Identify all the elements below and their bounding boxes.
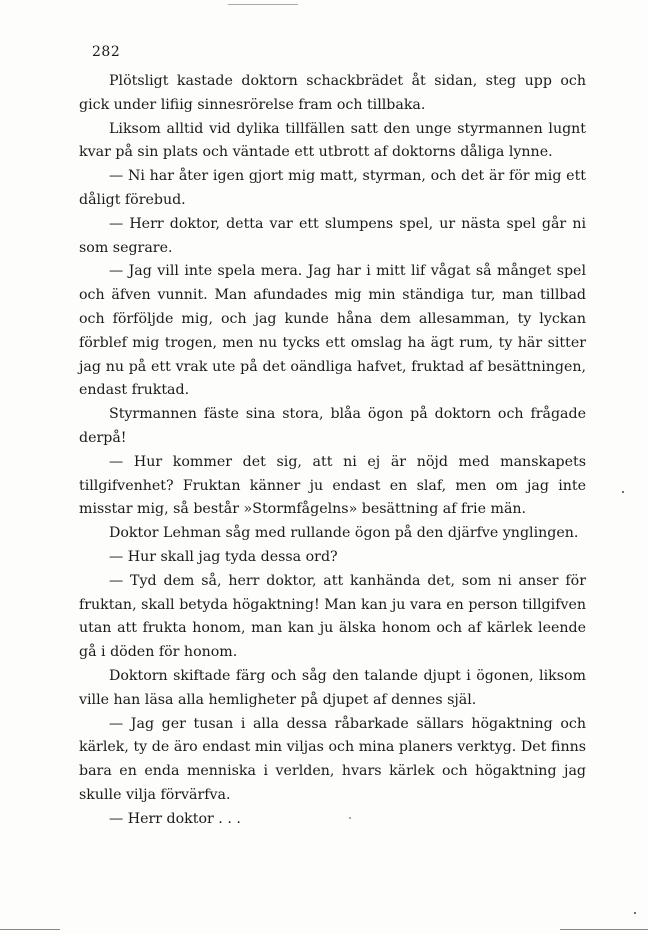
paragraph: — Herr doktor . . . bbox=[109, 810, 241, 827]
paragraph: — Ni har åter igen gjort mig matt, styrman, och det är för mig ett dåligt förebud. bbox=[79, 168, 586, 208]
page-number: 282 bbox=[92, 44, 121, 60]
paragraph: Doktor Lehman såg med rullande ögon på den djärfve ynglingen. bbox=[109, 525, 579, 542]
paragraph: Doktorn skiftade färg och såg den talande djupt i ögonen, liksom ville han läsa alla hemligheter på djupet af dennes själ. bbox=[79, 667, 586, 708]
body-text bbox=[79, 70, 586, 832]
scan-line-top bbox=[228, 4, 298, 5]
paragraph: Styrmannen fäste sina stora, blåa ögon på doktorn och frågade derpå! bbox=[79, 406, 586, 446]
scan-line-bottom-left bbox=[0, 929, 60, 930]
paragraph: — Hur skall jag tyda dessa ord? bbox=[109, 548, 338, 565]
paragraph: — Jag vill inte spela mera. Jag har i mitt lif vågat så månget spel och äfven vunnit. Man afundades mig min ständiga tur, man tillbad och förföljde mig, och jag kunde håna dem allesamman, ty lyckan förblef mig trogen, men nu tycks ett omslag ha ägt rum, ty här sitter jag nu på ett vrak ute på det oändliga hafvet, fruktad af besättningen, endast fruktad. bbox=[79, 263, 586, 399]
paragraph: — Jag ger tusan i alla dessa råbarkade sällars högaktning och kärlek, ty de äro endast min viljas och mina planers verktyg. Det finns bara en enda menniska i verlden, hvars kärlek och högaktning jag skulle vilja förvärfva. bbox=[79, 715, 586, 803]
scan-speck bbox=[349, 817, 351, 819]
scan-line-bottom-right bbox=[560, 929, 648, 930]
paragraph: — Hur kommer det sig, att ni ej är nöjd med manskapets tillgifvenhet? Fruktan känner ju endast en slaf, men om jag inte misstar mig, så består »Stormfågelns» besättning af frie män. bbox=[79, 453, 586, 518]
paragraph: Plötsligt kastade doktorn schackbrädet åt sidan, steg upp och gick under lifiig sinnesrörelse fram och tillbaka. bbox=[79, 73, 586, 113]
paragraph: Liksom alltid vid dylika tillfällen satt den unge styrmannen lugnt kvar på sin plats och väntade ett utbrott af doktorns dåliga lynne. bbox=[79, 120, 586, 161]
paragraph: — Tyd dem så, herr doktor, att kanhända det, som ni anser för fruktan, skall betyda högaktning! Man kan ju vara en person tillgifven utan att frukta honom, man kan ju älska honom och af kärlek leende gå i döden för honom. bbox=[79, 572, 586, 661]
scan-speck bbox=[634, 912, 636, 914]
paragraph: — Herr doktor, detta var ett slumpens spel, ur nästa spel går ni som segrare. bbox=[79, 215, 586, 256]
scan-speck bbox=[622, 491, 624, 493]
